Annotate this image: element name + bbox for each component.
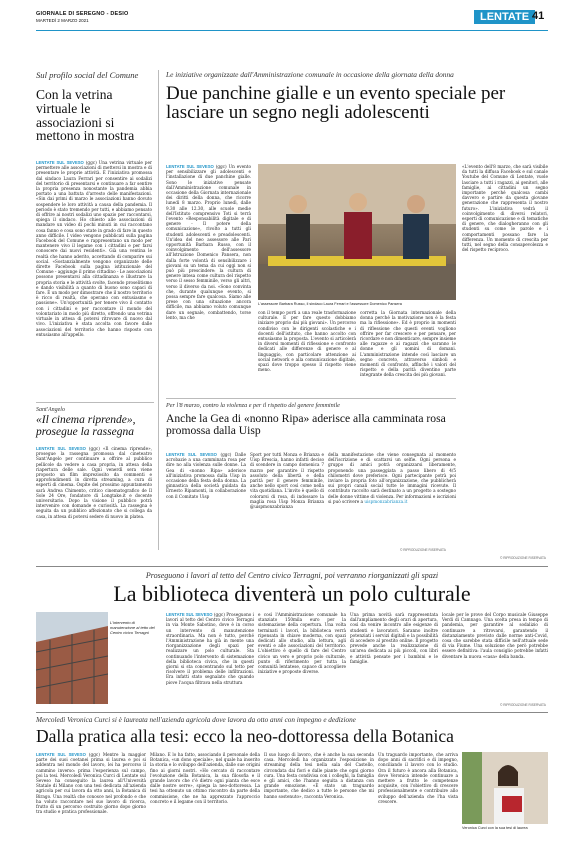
bottom2-col1 — [36, 752, 146, 832]
bottom2-photo — [462, 752, 548, 824]
woman-with-thesis-image — [462, 752, 548, 824]
bottom2-col3: Il suo luogo di lavoro, che è anche la sua seconda casa. Mercoledì ha organizzato l'esposizione in streaming della tesi nella sala del Castello, circondata dai fiori e dalle piante che ogni giorno cura. Una festa condivisa con i colleghi, la famiglia e gli amici, che l'hanno seguita a distanza con grande emozione. «È stato un traguardo importante, che dedico a tutte le persone che mi hanno sostenuto», racconta Veronica. — [264, 752, 374, 799]
bottom1-divider — [36, 566, 548, 567]
bottom2-col1-text: (ggc) Mentre la maggior parte dei suoi coetanei prima si laurea e poi si addentra nel mondo del lavoro, lei ha percorso il cammino inverso: prima l'esperienza sul campo, poi la tesi. Mercoledì Veronica Curci di Lentate sul Seveso ha conseguito la laurea all'Università Statale di Milano con una tesi dedicata all'azienda agricola per cui lavora da otto anni, la Botanica di Birago. Una realtà che conosce nel profondo e che ha voluto raccontare nel suo lavoro di ricerca, frutto di un percorso costruito giorno dopo giorno tra studio e pratica professionale. — [36, 752, 146, 815]
left-byline: LENTATE SUL SEVESO — [36, 160, 84, 165]
top-headline: Due panchine gialle e un evento speciale per lasciare un segno negli adolescenti — [166, 83, 506, 124]
bottom1-credit: © RIPRODUZIONE RISERVATA — [500, 703, 546, 707]
top-byline: LENTATE SUL SEVESO — [166, 164, 214, 169]
mid-byline: LENTATE SUL SEVESO — [166, 452, 217, 457]
left-kicker: Sul profilo social del Comune — [36, 70, 139, 80]
mid-divider — [166, 398, 456, 399]
mid-col1-text: (ggc) Dalle acrobazie a una camminata rosa per dire no alla violenza sulle donne. La Gea di «nonno Ripa» aderisce all'iniziativa promossa dalla Uisp in occasione della festa della donna. La ginnastica della società guidata da Ernesto Ripamonti, in collaborazione con il Comitato Uisp — [166, 452, 246, 499]
scaffolding-image — [36, 612, 108, 704]
mid-credit: © RIPRODUZIONE RISERVATA — [400, 548, 446, 552]
left-body — [36, 160, 152, 400]
bottom1-kicker: Proseguono i lavori al tetto del Centro civico Terragni, poi verranno riorganizzati gli spazi — [145, 571, 439, 580]
left-divider — [36, 402, 154, 403]
top-col1-text: (ggc) Un evento per sensibilizzare gli adolescenti e l'installazione di due panchine gialle. Sono le iniziative pensate dall'Amministrazione comunale in occasione della Giornata internazionale dei diritti della donna, che ricorre lunedì 8 marzo. Proprio lunedì, dalle 9.30 alle 12.30, alle scuole medie dell'Istituto comprensivo Toti si terrà l'evento «Responsabilità digitale e di genere - Il potere della comunicazione», rivolto a tutti gli studenti adolescenti e preadolescenti. Un'idea del neo assessore alle Pari opportunità Barbara Russo, con il coinvolgimento dell'assessore all'Istruzione Domenico Pansera, non dalla forte volontà di sensibilizzare i giovani su un tema da cui oggi non si può più prescindere: la cultura di genere intesa come cultura del rispetto verso il sesso femminile, verso gli altri, verso il diverso da noi. «Sono convinta che, durante qualunque evento, si possa sempre fare qualcosa. Siamo alle prese con una situazione ancora difficile, ma abbiamo voluto comunque dare un segnale, combattendo, torse lento, ma che — [166, 164, 251, 320]
top-photo-caption: L'assessore Barbara Russo, il sindaco Laura Ferrari e l'assessore Domenico Pansera — [258, 302, 402, 306]
left-byline2: LENTATE SUL SEVESO — [36, 446, 86, 451]
bottom1-col4: locale per le prove del Corpo musicale Giuseppe Verdi di Camnago. Una scelta presa in tempo di pandemia, per garantire al sodalizio di continuare a ritrovarsi, garantendo il distanziamento previsto dalle norme anti-Covid, cosa che sarebbe stata difficile nell'attuale sede di via Fiume. Una soluzione che però potrebbe essere definitiva: l'aula consiglio potrebbe infatti diventare la nuova «casa» della banda. — [442, 612, 548, 659]
bottom1-byline: LENTATE SUL SEVESO — [166, 612, 213, 617]
left-kicker2: Sant'Angelo — [36, 407, 65, 413]
mid-headline: Anche la Gea di «nonno Ripa» aderisce alla camminata rosa promossa dalla Uisp — [166, 412, 446, 437]
bottom1-col3: Una prima novità sarà rappresentata dall'ampliamento degli orari di apertura, così da venire incontro alle esigenze di studenti e lavoratori. Saranno inoltre potenziati i servizi digitali e la possibilità di accedere al prestito online. Il progetto prevede anche la realizzazione di un'area dedicata ai più piccoli, con libri e attività pensate per i bambini e le famiglie. — [350, 612, 438, 664]
left-body2-text: (ggc) «Il cinema riprende», prosegue la rassegna promossa dal cineteatro Sant'Angelo per continuare a offrire al pubblico pellicole da vedere a casa propria, in attesa della riapertura delle sale. Ogni venerdì sera viene proposto un film impreziosito da commenti e approfondimenti in diretta streaming, a cura di esperti di cinema. Ospite del prossimo appuntamento sarà Andrea Chimento, critico cinematografico de Il Sole 24 Ore, fondatore di Longtake.it e docente universitario. Dopo la visione il pubblico potrà intervenire con domande e curiosità. La rassegna è seguita da un pubblico affezionato che si collega da casa, in attesa di potersi sedere di nuovo in platea. — [36, 446, 152, 519]
bottom1-headline: La biblioteca diventerà un polo culturale — [113, 581, 471, 606]
page-number: 41 — [532, 10, 545, 22]
bottom2-kicker: Mercoledì Veronica Curci si è laureata nell'azienda agricola dove lavora da otto anni con impegno e dedizione — [36, 716, 356, 724]
top-kicker: Le iniziative organizzate dall'Amministrazione comunale in occasione della giornata della donna — [166, 70, 454, 79]
mid-col1 — [166, 452, 246, 552]
bottom2-divider — [36, 712, 548, 713]
top-col1 — [166, 164, 251, 394]
mid-kicker: Per l'8 marzo, contro la violenza e per il rispetto del genere femminile — [166, 402, 340, 409]
bottom1-col1 — [166, 612, 254, 707]
top-col4: «L'evento dell'8 marzo, che sarà visibile da tutti la diffusa Facebook e sul canale Youtube del Comune di Lentate, vuole lasciare a tutti i ragazzi, ai genitori, alle famiglie, ai cittadini un segno importante perché qualcosa cambi davvero e partire da questa giovane generazione che rappresenta il nostro futuro». L'iniziativa vedrà il coinvolgimento di diversi relatori, esperti di comunicazione e di tematiche di genere, che dialogheranno con gli studenti su come le parole e i comportamenti possano fare la differenza. Un momento di crescita per tutti, nel segno della consapevolezza e del rispetto reciproco. — [462, 164, 548, 253]
left-body-text: (ggc) Una vetrina virtuale per permettere alle associazioni di mettersi in mostra e di presentare le proprie attività. È l'iniziativa promossa dal sindaco Laura Ferrari per consentire ai sodalizi del territorio di presentarsi e continuare a far sentire la propria presenza nonostante la pandemia abbia portato a una battuta d'arresto delle manifestazioni. «Sin dai primi di marzo le associazioni hanno dovuto sospendere le loro attività a causa della pandemia. Il periodo è stato tremendo per tutti, e abbiamo pensato di offrire ai nostri sodalizi uno spazio per raccontarsi, spiega il sindaco. Ho chiesto alle associazioni di mandare un video di pochi minuti in cui raccontano cosa fanno e cosa sono state in grado di fare in questo anno difficile. I video vengono pubblicati sulla pagina Facebook del Comune e rappresentano un modo per mantenere vivo il legame con i cittadini e per farsi conoscere dai nuovi residenti». Già una ventina le realtà che hanno aderito, accettando di comparire sui social. «Sostanzialmente vengono organizzate delle dirette Facebook sulla pagina istituzionale del Comune - aggiunge il primo cittadino - Le associazioni possono presentarsi alla cittadinanza e illustrare la propria storia e le attività svolte, facendo proselitismo e dando visibilità a quanto di buono sono capaci di fare. È un modo per dimostrare che il nostro territorio è ricco di realtà, che operano con entusiasmo e passione». Un'opportunità per tenere vivo il contatto con i cittadini e per raccontare il mondo del volontariato in modo più diretto, offrendo una vetrina virtuale in attesa di potersi ritrovare di nuovo dal vivo. L'iniziativa è stata accolta con favore dalle associazioni del territorio che hanno risposto con entusiasmo all'appello. — [36, 160, 152, 337]
left-headline2: «Il cinema riprende», prosegue la rassegna — [36, 414, 136, 438]
bottom2-col2: Milano. E lo ha fatto, associando il personale della Botanica, «un dono speciale», nel quale ha inserito la storia e lo sviluppo dell'azienda, dalle sue origini fino ai giorni nostri. «Ho cercato di raccontare l'evoluzione della Botanica, la sua filosofia e il grande lavoro che c'è dietro ogni pianta che esce dalle nostre serre», spiega la neo-dottoressa. La tesi ha ottenuto un ottimo riscontro da parte della commissione, che ne ha apprezzato l'approccio concreto e il legame con il territorio. — [150, 752, 260, 804]
top-credit: © RIPRODUZIONE RISERVATA — [500, 556, 546, 560]
bottom2-byline: LENTATE SUL SEVESO — [36, 752, 86, 757]
mid-col3-text: della manifestazione che viene consegnata al momento dell'iscrizione e di scattarsi un selfie. Ogni persona e gruppo di amici potrà organizzarsi liberamente, proponendo una passeggiata a passo libero di 4/5 chilometri dove preferisce. Ogni partecipante potrà poi inviare la propria foto all'organizzazione, che pubblicherà sui propri canali social tutte le immagini ricevute. Il contributo raccolto sarà destinato a un progetto a sostegno delle donne vittime di violenza. Per informazioni e iscrizioni si può scrivere a — [328, 452, 456, 504]
people-on-bench-image — [258, 164, 456, 300]
bottom1-col1-text: (ggc) Proseguono i lavori al tetto del Centro civico Terragni in via Monte Sabotino, dove è in corso un intervento di manutenzione straordinaria. Ma non è tutto, perché l'Amministrazione ha già in mente una riorganizzazione degli spazi per realizzare un polo culturale. Sta continuando l'intervento di sistemazione della biblioteca civica, che in questi giorni si sta concentrando sul tetto per risolvere il problema delle infiltrazioni. Era infatti stato segnalato che quando piove l'acqua filtrava nella struttura — [166, 612, 254, 685]
mid-col3 — [328, 452, 456, 546]
column-divider — [158, 70, 159, 550]
bottom1-photo-caption: L'intervento di manutenzione al tetto del Centro civico Terragni — [110, 620, 155, 635]
bottom2-headline: Dalla pratica alla tesi: ecco la neo-dottoressa della Botanica — [36, 726, 454, 746]
mid-social: Uisp Monza Brianza @uispmonzabrianza — [250, 498, 324, 510]
newspaper-name: GIORNALE DI SEREGNO - DESIO — [36, 11, 129, 17]
left-headline: Con la vetrina virtuale le associazioni si mettono in mostra — [36, 87, 135, 144]
mid-col2 — [250, 452, 324, 552]
left-body2 — [36, 446, 152, 544]
mid-email-link[interactable]: uispmonzabrianza.it — [364, 498, 408, 504]
header-rule — [36, 30, 548, 31]
bottom2-col4: Un traguardo importante, che arriva dopo anni di sacrifici e di impegno, conciliando il lavoro con lo studio. Ora il futuro è ancora alla Botanica, dove Veronica intende continuare a mettere a frutto le competenze acquisite, con l'obiettivo di crescere professionalmente e contribuire allo sviluppo dell'azienda che l'ha vista crescere. — [378, 752, 458, 804]
issue-date: MARTEDÌ 2 MARZO 2021 — [36, 18, 89, 23]
bottom1-photo — [36, 612, 108, 704]
top-photo — [258, 164, 456, 300]
section-label: LENTATE — [474, 10, 535, 24]
page-header — [0, 0, 580, 34]
bottom2-photo-caption: Veronica Curci con la sua tesi di laurea — [462, 826, 528, 830]
top-col2: con il tempo porti a una reale trasformazione culturale. E per fare questo dobbiamo iniziare proprio dai più giovani». Un percorso condiviso con le dirigenti scolastiche e i docenti dell'istituto, che hanno accolto con entusiasmo la proposta. L'evento si articolerà in diversi momenti di riflessione e confronto dedicati alle differenze di genere e al linguaggio, con particolare attenzione ai social network e alla comunicazione digitale, spazi dove troppo spesso il rispetto viene meno. — [258, 310, 356, 373]
top-col3: corretta la Giornata internazionale della donna perché la motivazione non è la festa ma la riflessione». Ed è proprio in momenti di riflessione che questi eventi vogliono offrire per far crescere e per pensare, per ricordare e non dimenticare, sempre insieme alle ragazze e ai ragazzi che saranno le donne e gli uomini di domani. L'amministrazione intende così lasciare un segno concreto, attraverso simboli e momenti di confronto, affinché i valori del rispetto e della parità diventino parte integrante della crescita dei più giovani. — [360, 310, 456, 378]
bottom1-col2: e così l'Amministrazione comunale ha stanziato 150mila euro per la sistemazione della copertura. Una volta terminati i lavori, la biblioteca verrà ripensata in chiave moderna, con spazi dedicati allo studio, alla lettura, agli eventi e alle associazioni del territorio. L'obiettivo è quello di fare del Centro civico un vero e proprio polo culturale, punto di riferimento per tutta la comunità lentatese, capace di accogliere iniziative e proposte diverse. — [258, 612, 346, 675]
mid-col2-text: Sport per tutti Monza e Brianza e Uisp Brescia, hanno infatti deciso di scendere in campo domenica 7 marzo per garantire il rispetto assoluto della libertà e della parità per il genere femminile, anche nello sport così come nella vita quotidiana. L'invito è quello di colorarsi di rosa, di indossare la maglia rosa — [250, 452, 324, 504]
